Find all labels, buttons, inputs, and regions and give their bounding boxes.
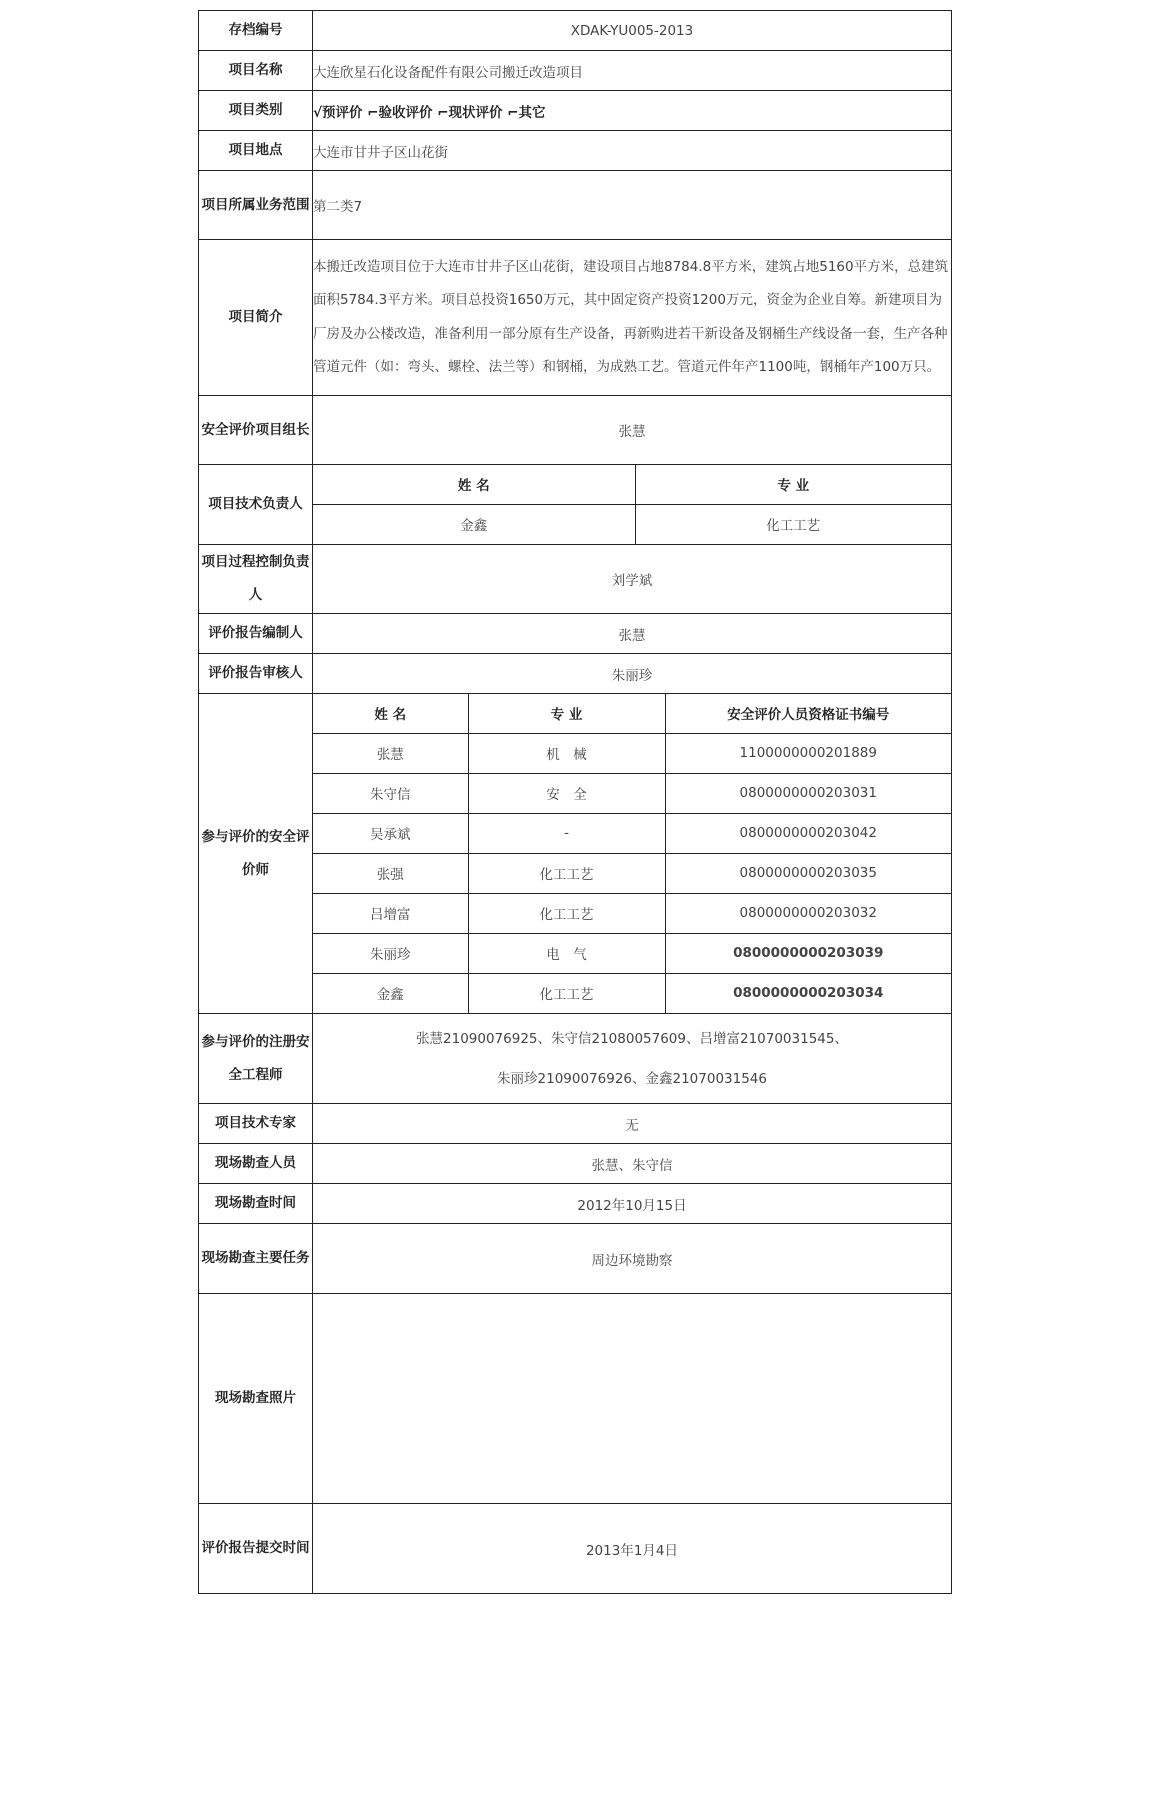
site-personnel-label: 现场勘查人员 <box>199 1144 313 1184</box>
site-photos-label: 现场勘查照片 <box>199 1294 313 1504</box>
row-site-personnel <box>199 1144 952 1184</box>
row-business-scope <box>199 171 952 240</box>
evaluator-specialty: 安 全 <box>468 773 665 813</box>
evaluator-name: 金鑫 <box>313 973 468 1013</box>
row-project-name <box>199 51 952 91</box>
archive-no-value: XDAK-YU005-2013 <box>313 11 952 51</box>
submit-time-label: 评价报告提交时间 <box>199 1504 313 1594</box>
registered-engineers-label: 参与评价的注册安全工程师 <box>199 1014 313 1104</box>
evaluator-specialty: 化工工艺 <box>468 853 665 893</box>
tech-lead-specialty: 化工工艺 <box>766 518 821 535</box>
tech-lead-header-specialty: 专 业 <box>635 465 951 504</box>
evaluator-specialty: 电 气 <box>468 933 665 973</box>
row-submit-time <box>199 1504 952 1594</box>
evaluator-name: 张慧 <box>313 733 468 773</box>
tech-lead-table <box>313 465 951 544</box>
evaluators-cell <box>313 694 952 1014</box>
team-leader-value: 张慧 <box>313 396 952 465</box>
project-intro-label: 项目简介 <box>199 240 313 396</box>
row-tech-expert <box>199 1104 952 1144</box>
project-category-label: 项目类别 <box>199 91 313 131</box>
project-location-label: 项目地点 <box>199 131 313 171</box>
evaluator-specialty: 化工工艺 <box>468 973 665 1013</box>
table-row <box>313 893 951 933</box>
evaluator-name: 朱守信 <box>313 773 468 813</box>
row-site-photos <box>199 1294 952 1504</box>
evaluators-header-specialty: 专 业 <box>468 694 665 733</box>
evaluator-cert: 0800000000203035 <box>665 853 951 893</box>
site-time-label: 现场勘查时间 <box>199 1184 313 1224</box>
site-photos-value <box>313 1294 952 1504</box>
row-registered-engineers <box>199 1014 952 1104</box>
evaluator-cert: 0800000000203032 <box>665 893 951 933</box>
project-category-value: √预评价 ⌐验收评价 ⌐现状评价 ⌐其它 <box>313 91 952 131</box>
table-row <box>313 773 951 813</box>
evaluator-specialty: - <box>468 813 665 853</box>
evaluators-header-name: 姓 名 <box>313 694 468 733</box>
submit-time-value: 2013年1月4日 <box>313 1504 952 1594</box>
archive-no-label: 存档编号 <box>199 11 313 51</box>
table-row <box>313 973 951 1013</box>
row-tech-lead <box>199 465 952 545</box>
project-intro-value: 本搬迁改造项目位于大连市甘井子区山花街，建设项目占地8784.8平方米，建筑占地5160平方米，总建筑面积5784.3平方米。项目总投资1650万元，其中固定资产投资1200万元，资金为企业自筹。新建项目为厂房及办公楼改造，准备利用一部分原有生产设备，再新购进若干新设备及钢桶生产线设备一套，生产各种管道元件（如：弯头、螺栓、法兰等）和钢桶，为成熟工艺。管道元件年产1100吨，钢桶年产100万只。 <box>313 240 952 396</box>
evaluator-name: 朱丽珍 <box>313 933 468 973</box>
row-team-leader <box>199 396 952 465</box>
team-leader-label: 安全评价项目组长 <box>199 396 313 465</box>
site-task-label: 现场勘查主要任务 <box>199 1224 313 1294</box>
evaluator-name: 吕增富 <box>313 893 468 933</box>
row-process-control <box>199 545 952 614</box>
site-time-value: 2012年10月15日 <box>313 1184 952 1224</box>
table-row <box>313 933 951 973</box>
evaluator-cert: 0800000000203031 <box>665 773 951 813</box>
row-site-task <box>199 1224 952 1294</box>
table-row <box>313 733 951 773</box>
archive-record-table <box>198 10 952 1594</box>
evaluator-name: 吴承斌 <box>313 813 468 853</box>
project-name-label: 项目名称 <box>199 51 313 91</box>
registered-engineers-line-1: 张慧21090076925、朱守信21080057609、吕增富21070031545、 <box>416 1030 848 1047</box>
row-project-intro <box>199 240 952 396</box>
evaluator-cert: 0800000000203042 <box>665 813 951 853</box>
row-archive-no <box>199 11 952 51</box>
tech-lead-label: 项目技术负责人 <box>199 465 313 545</box>
business-scope-value: 第二类7 <box>313 171 952 240</box>
report-author-value: 张慧 <box>313 614 952 654</box>
row-site-time <box>199 1184 952 1224</box>
evaluators-header-cert: 安全评价人员资格证书编号 <box>665 694 951 733</box>
evaluator-name: 张强 <box>313 853 468 893</box>
report-author-label: 评价报告编制人 <box>199 614 313 654</box>
business-scope-label: 项目所属业务范围 <box>199 171 313 240</box>
evaluator-cert: 1100000000201889 <box>665 733 951 773</box>
site-task-value: 周边环境勘察 <box>313 1224 952 1294</box>
evaluator-specialty: 机 械 <box>468 733 665 773</box>
registered-engineers-value <box>313 1014 952 1104</box>
row-report-reviewer <box>199 654 952 694</box>
evaluator-cert: 0800000000203039 <box>665 933 951 973</box>
project-location-value: 大连市甘井子区山花街 <box>313 131 952 171</box>
row-evaluators <box>199 694 952 1014</box>
process-control-value: 刘学斌 <box>313 545 952 614</box>
report-reviewer-value: 朱丽珍 <box>313 654 952 694</box>
project-name-value: 大连欣星石化设备配件有限公司搬迁改造项目 <box>313 51 952 91</box>
site-personnel-value: 张慧、朱守信 <box>313 1144 952 1184</box>
tech-lead-cell <box>313 465 952 545</box>
report-reviewer-label: 评价报告审核人 <box>199 654 313 694</box>
archive-record-sheet <box>198 10 952 1594</box>
evaluator-cert: 0800000000203034 <box>733 985 884 1002</box>
table-row <box>313 853 951 893</box>
evaluators-table <box>313 694 951 1013</box>
evaluators-label: 参与评价的安全评价师 <box>199 694 313 1014</box>
process-control-label: 项目过程控制负责人 <box>199 545 313 614</box>
tech-lead-name: 金鑫 <box>313 504 635 544</box>
row-project-category <box>199 91 952 131</box>
row-project-location <box>199 131 952 171</box>
evaluator-specialty: 化工工艺 <box>468 893 665 933</box>
registered-engineers-line-2: 朱丽珍21090076926、金鑫21070031546 <box>497 1070 767 1087</box>
tech-expert-value: 无 <box>313 1104 952 1144</box>
tech-expert-label: 项目技术专家 <box>199 1104 313 1144</box>
tech-lead-header-name: 姓 名 <box>313 465 635 504</box>
table-row <box>313 813 951 853</box>
row-report-author <box>199 614 952 654</box>
